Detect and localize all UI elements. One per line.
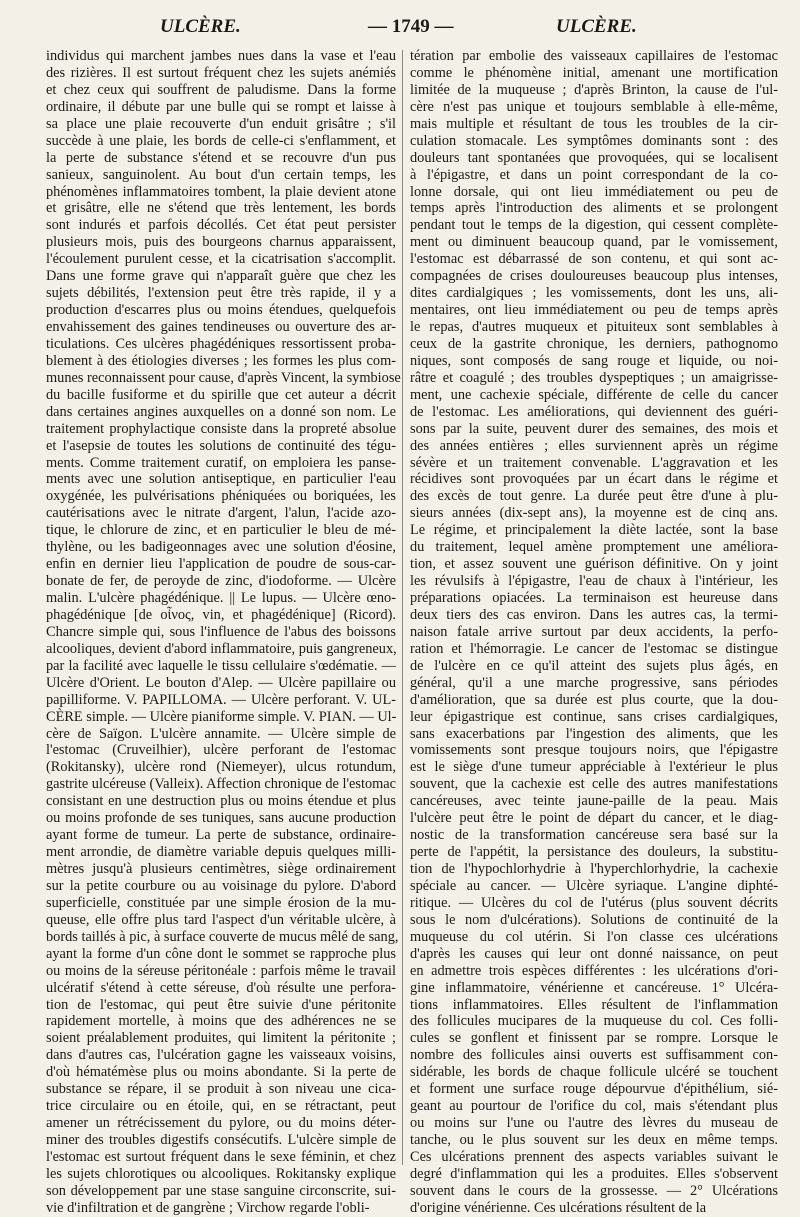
text-line: enfin en dernier lieu l'application de poudre de sous-car- [46,556,396,573]
text-line: limitée de la muqueuse ; d'après Brinton, la cause de l'ul- [410,81,778,98]
text-line: tion de l'estomac, qui peut être suivie d'une péritonite [46,996,396,1013]
text-line: d'où hématémèse plus ou moins abondante. Si la perte de [46,1064,396,1081]
text-line: sons par la suite, peuvent durer des semaines, des mois et [410,420,778,437]
text-line: en admettre trois espèces différentes : les ulcérations d'ori- [410,962,778,979]
text-line: amener un rétrécissement du pylore, ou du moins déter- [46,1115,396,1132]
text-line: sidérable, les bords de chaque follicule ulcéré se touchent [410,1064,778,1081]
text-line: malin. L'ulcère phagédénique. || Le lupus. — Ulcère œno- [46,590,396,606]
page-header [0,8,800,42]
text-line: compagnées de crises douloureuses beaucoup plus intenses, [410,268,778,285]
text-line: deux tiers des cas environ. Dans les autres cas, la termi- [410,606,778,623]
text-line: l'estomac (Cruveilhier), ulcère perforant de l'estomac [46,742,396,759]
text-line: des excès de tout genre. La durée peut être d'une à plu- [410,488,778,505]
text-line: miner des troubles digestifs consécutifs. L'ulcère simple de [46,1132,396,1148]
text-line: d'après les causes qui leur ont donné naissance, on peut [410,945,778,962]
text-line: mais multiple et résultant de tous les troubles de la cir- [410,115,778,132]
text-line: sur la petite courbure ou au voisinage du pylore. D'abord [46,877,396,894]
text-line: oxygénée, les pulvérisations phéniquées ou boriquées, les [46,488,396,505]
text-line: sous le nom d'ulcérations). Solutions de continuité de la [410,911,778,928]
text-line: vomissements sont presque toujours noirs, que l'épigastre [410,742,778,759]
text-line: souvent dans le cours de la grossesse. — 2° Ulcérations [410,1182,778,1199]
text-line: degré d'inflammation qui les a produites. Elles s'observent [410,1165,778,1182]
text-line: sans exacerbations par l'ingestion des aliments, que les [410,725,778,742]
text-line: traitement prophylactique consiste dans la propreté absolue [46,420,396,437]
text-line: niques, sont composés de sang rouge et liquide, ou noi- [410,352,778,369]
text-line: l'ulcère peut être le point de départ du cancer, et le diag- [410,810,778,827]
page-number: — 1749 — [368,16,454,37]
text-line: l'estomac est débarrassé de son contenu, et qui sont ac- [410,251,778,268]
text-line: râtre et coagulé ; des troubles dyspeptiques ; un amaigrisse- [410,369,778,386]
text-line: des années entières ; elles surviennent après un régime [410,437,778,454]
text-line: bonate de fer, de peroyde de zinc, d'iodoforme. — Ulcère [46,573,396,590]
text-line: CÈRE simple. — Ulcère pianiforme simple. V. PIAN. — Ul- [46,708,397,725]
text-line: l'écoulement purulent cesse, et la cicatrisation s'accomplit. [46,251,396,268]
text-line: gastrite ulcéreuse (Valleix). Affection chronique de l'estomac [46,776,397,793]
text-line: temps après l'introduction des aliments et se prolongent [410,200,778,217]
text-line: et chez ceux qui souffrent de paludisme. Dans la forme [46,81,396,98]
text-line: succède à une plaie, les bords de celle-ci s'enflamment, et [46,132,396,149]
text-line: mentaires, ont lieu immédiatement ou peu de temps après [410,302,778,319]
text-line: muqueuse du col utérin. Si l'on classe ces ulcérations [410,928,778,945]
text-line: dans d'autres cas, l'ulcération gagne les vaisseaux voisins, [46,1047,396,1064]
text-line: général, qu'il a une marche progressive, sans périodes [410,674,778,691]
text-line: plusieurs mois, puis des bourgeons charnus apparaissent, [46,234,396,251]
text-line: ayant forme de tumeur. La perte de substance, ordinaire- [46,827,396,844]
text-line: production d'escarres plus ou moins étendues, quelquefois [46,302,396,319]
text-line: comme le phénomène initial, amenant une mortification [410,64,778,81]
text-line: le repas, d'autres muqueux et pituiteux sont semblables à [410,319,778,335]
text-line: et l'asepsie de toutes les solutions de continuité des tégu- [46,437,396,454]
column-divider [402,50,403,1165]
text-line: naison fatale arrive surtout par deux accidents, la perfo- [410,623,778,640]
text-line: par la facilité avec laquelle le tissu cellulaire s'œdématie. — [46,657,396,674]
text-line: leur épigastrique est continue, sans crises cardialgiques, [410,708,778,725]
text-line: et forment une surface rouge dépourvue d'épithélium, sié- [410,1081,778,1098]
text-line: spéciale au cancer. — Ulcère syriaque. L'angine diphté- [410,877,778,894]
text-line: gine inflammatoire, vénérienne et cancéreuse. 1° Ulcéra- [410,979,778,996]
text-line: ou moins sur l'une ou l'autre des lèvres du museau de [410,1115,778,1132]
text-line: de l'estomac. Les améliorations, qui deviennent des guéri- [410,403,778,420]
text-line: ticulations. Ces ulcères phagédéniques ressortissent proba- [46,335,396,352]
text-line: geant au pourtour de l'orifice du col, mais s'étendant plus [410,1098,778,1115]
text-line: Ces ulcérations prennent des aspects variables suivant le [410,1148,778,1165]
text-line: soient préalablement produites, qui limitent la péritonite ; [46,1030,396,1047]
text-line: culation stomacale. Les symptômes dominants sont : des [410,132,778,149]
text-line: ayant la forme d'un cône dont le sommet se rapproche plus [46,945,396,962]
text-line: queuse, elle offre plus tard l'aspect d'un véritable ulcère, à [46,911,396,928]
text-line: (Rokitansky), ulcère rond (Niemeyer), ulcus rotundum, [46,759,396,776]
text-line: souvent, que la cachexie est celle des autres manifestations [410,776,778,793]
text-line: des rizières. Il est surtout fréquent chez les sujets anémiés [46,64,396,81]
text-line: sa place une plaie recouverte d'un enduit grisâtre ; s'il [46,115,396,132]
text-line: sieurs années (dix-sept ans), la moyenne est de cinq ans. [410,505,778,522]
text-line: tion, et assez souvent une guérison définitive. On y joint [410,556,778,573]
text-line: Chancre simple qui, sous l'influence de l'abus des boissons [46,623,396,640]
text-line: du traitement, lequel amène promptement une améliora- [410,539,778,556]
text-line: ment, une cachexie spéciale, différente de celle du cancer [410,386,778,403]
text-line: tion de l'hypochlorhydrie à l'hyperchlorhydrie, la cachexie [410,861,778,877]
text-line: l'estomac est surtout fréquent dans le sexe féminin, et chez [46,1148,396,1165]
text-line: Ulcère d'Orient. Le bouton d'Alep. — Ulcère papillaire ou [46,674,396,691]
text-line: ment ou diminuent beaucoup quand, par le vomissement, [410,234,778,251]
text-line: thylène, ou les badigeonnages avec une solution d'éosine, [46,539,396,556]
text-line: ou moins profonde de ses tuniques, sans aucune production [46,810,396,827]
running-head-right: ULCÈRE. [556,16,637,37]
text-line: sanieux, sanguinolent. Au bout d'un certain temps, les [46,166,396,183]
left-text-column [46,48,401,1216]
text-line: dites cardialgiques ; les vomissements, dont les uns, ali- [410,285,778,302]
text-line: Dans une forme grave qui n'apparaît guère que chez les [46,268,396,285]
text-line: consistant en une destruction plus ou moins étendue et plus [46,793,396,810]
text-line: nombre des follicules ainsi ouverts est suffisamment con- [410,1047,778,1064]
text-line: récidives sont provoquées par un écart dans le régime et [410,471,778,488]
text-line: rapidement mortelle, à moins que des adhérences ne se [46,1013,396,1030]
text-line: cère n'est pas unique et toujours semblable à elle-même, [410,98,778,115]
text-line: perte de l'appétit, la persistance des douleurs, la substitu- [410,844,778,861]
text-line: tanche, ou le plus souvent sur les deux en même temps. [410,1132,778,1148]
right-text-column [410,48,778,1216]
text-line: cère de Saïgon. L'ulcère annamite. — Ulcère simple de [46,725,396,742]
text-line: pendant tout le temps de la digestion, qui cessent complète- [410,217,778,234]
text-line: mètres jusqu'à plusieurs centimètres, siège ordinairement [46,861,396,877]
text-line: ment arrondie, de diamètre variable depuis quelques milli- [46,844,396,861]
text-line: ration et l'hémorragie. Le cancer de l'estomac se distingue [410,640,778,657]
text-line: alcooliques, devient d'abord inflammatoire, puis gangreneux, [46,640,397,657]
text-line: munes reconnaissent pour cause, d'après Vincent, la symbiose [46,369,401,386]
running-head-left: ULCÈRE. [160,16,241,37]
text-line: lonne dorsale, qui ont lieu immédiatement ou peu de [410,183,778,200]
text-line: superficielle, constituée par une simple érosion de la mu- [46,894,396,911]
text-line: d'origine vénérienne. Ces ulcérations résultent de la [410,1199,707,1216]
text-line: phénomènes inflammatoires tombent, la plaie devient atone [46,183,396,200]
text-line: ordinaire, il débute par une bulle qui se rompt et laisse à [46,98,396,115]
text-line: substance se répare, il se produit à son niveau une cica- [46,1081,396,1098]
text-line: Le régime, et principalement la diète lactée, sont la base [410,522,778,539]
text-line: tions inflammatoires. Elles résultent de l'inflammation [410,996,778,1013]
text-line: du bacille fusiforme et du spirille que cet auteur a décrit [46,386,396,403]
text-line: préparations opiacées. La terminaison est heureuse dans [410,590,778,606]
text-line: la perte de substance s'étend et se recouvre d'un pus [46,149,396,166]
text-line: sont indurés et parfois décollés. Cet état peut persister [46,217,396,234]
text-line: vie d'infiltration et de gangrène ; Virchow regarde l'obli- [46,1199,370,1216]
text-line: cules se gonflent et finissent par se rompre. Lorsque le [410,1030,778,1047]
text-line: et grisâtre, elle ne s'étend que très lentement, les bords [46,200,396,217]
text-line: papilliforme. V. PAPILLOMA. — Ulcère perforant. V. UL- [46,691,396,708]
text-line: est le siège d'une tumeur appréciable à l'extérieur le plus [410,759,778,776]
text-line: nostic de la transformation cancéreuse sera basé sur la [410,827,778,844]
text-line: cautérisations avec le nitrate d'argent, l'alun, l'acide azo- [46,505,396,522]
text-line: ou moins de la séreuse péritonéale : parfois même le travail [46,962,396,979]
text-line: les révulsifs à l'épigastre, l'eau de chaux à l'intérieur, les [410,573,778,590]
text-line: individus qui marchent jambes nues dans la vase et l'eau [46,48,396,64]
text-line: ritique. — Ulcères du col de l'utérus (plus souvent décrits [410,894,778,911]
text-line: cancéreuses, avec teinte jaune-paille de la peau. Mais [410,793,778,810]
text-line: de l'ulcère en ce qu'il atteint des sujets plus âgés, en [410,657,778,674]
text-line: bords taillés à pic, à surface couverte de mucus mêlé de sang, [46,928,399,945]
text-line: sévère et un traitement convenable. L'aggravation et les [410,454,778,471]
text-line: tique, le chlorure de zinc, et en particulier le bleu de mé- [46,522,396,539]
text-line: douleurs tant spontanées que provoquées, qui se localisent [410,149,778,166]
text-line: les sujets chlorotiques ou alcooliques. Rokitansky explique [46,1165,396,1182]
text-line: sujets débilités, l'extension peut être très rapide, il y a [46,285,396,302]
text-line: dans certaines angines auxquelles on a donné son nom. Le [46,403,396,420]
text-line: envahissement des gaines tendineuses ou ouverture des ar- [46,319,396,335]
text-line: à l'épigastre, et dans un point correspondant de la co- [410,166,778,183]
text-line: des follicules mucipares de la muqueuse du col. Ces folli- [410,1013,778,1030]
text-line: d'amélioration, que sa durée est plus courte, que la dou- [410,691,778,708]
text-line: ments avec une solution antiseptique, en particulier l'eau [46,471,396,488]
text-line: ceux de la gastrite chronique, les derniers, pathognomo [410,335,778,352]
text-line: trice circulaire ou en étoile, qui, en se rétractant, peut [46,1098,396,1115]
text-line: blement à des étiologies diverses ; les formes les plus com- [46,352,396,369]
text-line: ments. Comme traitement curatif, on emploiera les panse- [46,454,396,471]
text-line: ulcératif s'étend à cette séreuse, d'où résulte une perfora- [46,979,396,996]
text-line: son développement par une stase sanguine circonscrite, sui- [46,1182,396,1199]
text-line: phagédénique [de οἶνος, vin, et phagédénique] (Ricord). [46,606,396,623]
text-line: tération par embolie des vaisseaux capillaires de l'estomac [410,48,778,64]
